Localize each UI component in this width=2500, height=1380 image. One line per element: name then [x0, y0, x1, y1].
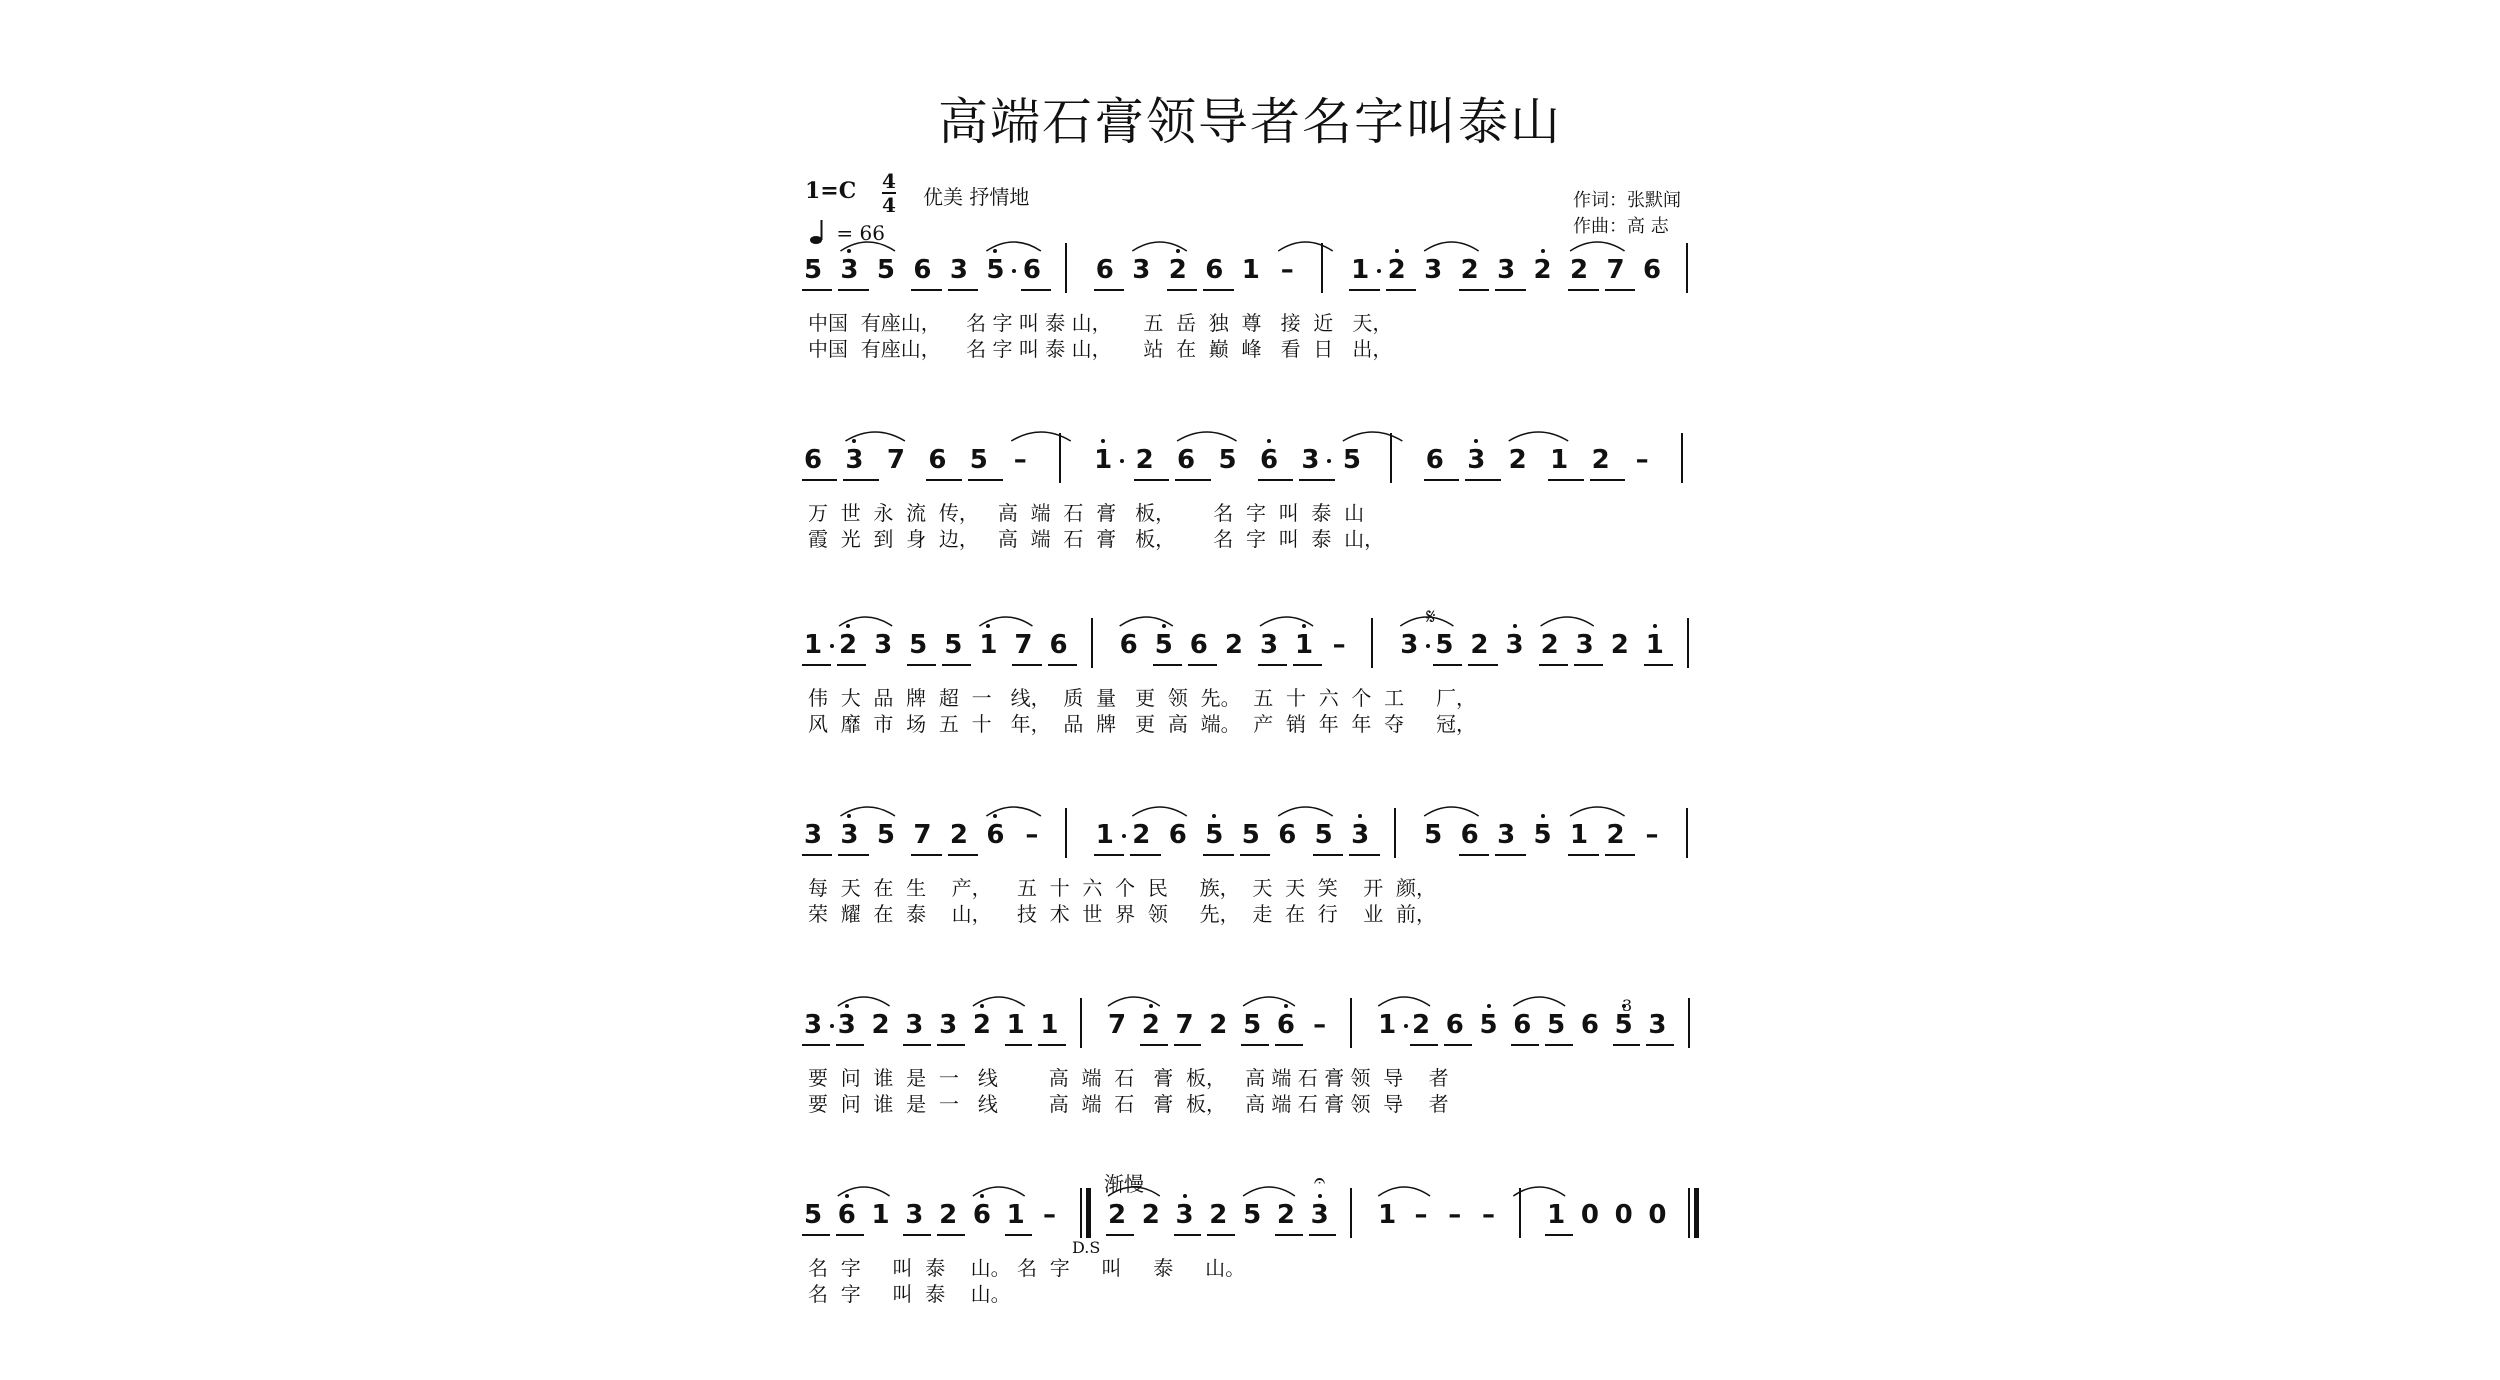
- slur: [1513, 997, 1565, 1006]
- segno-marking: 𝄋: [1426, 605, 1436, 630]
- note: 3: [1175, 1200, 1194, 1230]
- octave-dot: [1318, 1194, 1322, 1198]
- octave-dot: [845, 1194, 849, 1198]
- note: 3: [837, 1010, 856, 1040]
- note: 0: [1648, 1200, 1667, 1230]
- slur: [1509, 432, 1568, 441]
- note: 3: [803, 1010, 823, 1040]
- tie-dash: –: [1635, 445, 1649, 475]
- note: 3: [840, 255, 859, 285]
- note: 6: [1177, 445, 1196, 475]
- score-line: [800, 1010, 2500, 1175]
- note: 1: [1006, 1010, 1025, 1040]
- tie-dash: –: [1482, 1200, 1496, 1230]
- note: 5: [1435, 630, 1454, 660]
- fermata-marking: 𝄐: [1314, 1168, 1326, 1192]
- slur-layer: [800, 820, 1800, 860]
- octave-dot: [1149, 1004, 1153, 1008]
- note: 5: [1342, 445, 1361, 475]
- note: 1: [1094, 445, 1113, 475]
- slur: [1132, 807, 1186, 816]
- note: 6: [1189, 630, 1208, 660]
- composer: 作曲：高 志: [1573, 216, 1669, 237]
- slur: [1541, 617, 1594, 626]
- octave-dot: [1162, 624, 1166, 628]
- slur: [1424, 807, 1478, 816]
- time-signature-top: 4: [882, 169, 896, 193]
- note: 5: [909, 630, 928, 660]
- score-line: [800, 255, 2500, 420]
- slur: [1570, 807, 1624, 816]
- note: 3: [1497, 820, 1516, 850]
- note: 5: [876, 255, 895, 285]
- note: 5: [1614, 1010, 1633, 1040]
- slur: [1378, 1187, 1430, 1196]
- slur: [1278, 242, 1332, 251]
- lyric-verse-1: 要 问 谁 是 一 线 高 端 石 膏 板， 高 端 石 膏 领 导 者: [808, 1066, 1449, 1090]
- note: 5: [1547, 1010, 1566, 1040]
- note: 6: [972, 1200, 991, 1230]
- slur: [1378, 997, 1430, 1006]
- note: 6: [1642, 255, 1662, 285]
- note: 3: [1648, 1010, 1667, 1040]
- octave-dot: [980, 1194, 984, 1198]
- slur: [1177, 432, 1236, 441]
- tie-dash: –: [1448, 1200, 1462, 1230]
- note: 7: [1107, 1010, 1127, 1040]
- note: 6: [803, 445, 823, 475]
- lyric-verse-2: 风 靡 市 场 五 十 年， 品 牌 更 高 端。 产 销 年 年 夺 冠，: [808, 712, 1476, 736]
- note: 1: [1547, 1200, 1566, 1230]
- note: 2: [1168, 255, 1187, 285]
- note: 3: [1310, 1200, 1329, 1230]
- note: 3: [845, 445, 864, 475]
- note: 0: [1580, 1200, 1599, 1230]
- note: 2: [839, 630, 858, 660]
- note: 0: [1614, 1200, 1633, 1230]
- score-line: [800, 820, 2500, 985]
- note: 3: [1400, 630, 1419, 660]
- note: 3: [1467, 445, 1486, 475]
- note: 1: [803, 630, 823, 660]
- note: 2: [871, 1010, 890, 1040]
- note: 6: [1278, 820, 1297, 850]
- note: 3: [1575, 630, 1594, 660]
- note: 5: [803, 255, 823, 285]
- note: 3: [1497, 255, 1516, 285]
- note: 2: [1141, 1010, 1160, 1040]
- slur-layer: [800, 630, 1800, 670]
- note: 1: [1550, 445, 1569, 475]
- note: 2: [1411, 1010, 1431, 1040]
- note: 5: [1424, 820, 1443, 850]
- note: 6: [913, 255, 932, 285]
- key-signature: 1=C: [805, 178, 857, 204]
- note: 2: [1470, 630, 1489, 660]
- note: 3: [803, 820, 823, 850]
- note: 6: [928, 445, 947, 475]
- octave-dot: [847, 249, 851, 253]
- tie-dash: –: [1645, 820, 1659, 850]
- note: 1: [1645, 630, 1664, 660]
- tie-dash: –: [1414, 1200, 1428, 1230]
- lyric-verse-1: 伟 大 品 牌 超 一 线， 质 量 更 领 先。 五 十 六 个 工 厂，: [808, 686, 1476, 710]
- note: 5: [1205, 820, 1224, 850]
- ritardando-marking: 渐慢: [1104, 1172, 1144, 1196]
- note: 2: [1209, 1010, 1228, 1040]
- octave-dot: [1284, 1004, 1288, 1008]
- note: 6: [837, 1200, 856, 1230]
- note: 3: [840, 820, 859, 850]
- note: 6: [1276, 1010, 1295, 1040]
- note: 3: [939, 1010, 958, 1040]
- tempo-value: = 66: [836, 221, 885, 245]
- note: 2: [949, 820, 968, 850]
- note: 1: [1095, 820, 1114, 850]
- lyric-verse-2: 霞 光 到 身 边， 高 端 石 膏 板， 名 字 叫 泰 山，: [808, 527, 1385, 551]
- octave-dot: [1183, 1194, 1187, 1198]
- tie-dash: –: [1280, 255, 1294, 285]
- note: 6: [1022, 255, 1041, 285]
- note: 6: [1205, 255, 1224, 285]
- note: 1: [1351, 255, 1370, 285]
- note: 3: [874, 630, 893, 660]
- note: 7: [913, 820, 932, 850]
- note: 1: [1295, 630, 1314, 660]
- note: 5: [1243, 1200, 1262, 1230]
- quarter-note-icon: [808, 218, 830, 246]
- note: 1: [1040, 1010, 1059, 1040]
- note: 2: [972, 1010, 991, 1040]
- expression-marking: 优美 抒情地: [923, 185, 1030, 209]
- octave-dot: [980, 1004, 984, 1008]
- tie-dash: –: [1013, 445, 1027, 475]
- note: 3: [1351, 820, 1370, 850]
- octave-dot: [986, 624, 990, 628]
- lyric-verse-2: 名 字 叫 泰 山。: [808, 1282, 1011, 1306]
- note: 6: [1168, 820, 1187, 850]
- slur: [1243, 1187, 1295, 1196]
- note: 6: [1119, 630, 1138, 660]
- note: 3: [905, 1010, 924, 1040]
- note: 5: [944, 630, 963, 660]
- note: 2: [1276, 1200, 1295, 1230]
- octave-dot: [993, 814, 997, 818]
- note: 2: [1460, 255, 1479, 285]
- note: 7: [886, 445, 905, 475]
- score-line: [800, 1200, 2500, 1365]
- note: 1: [1006, 1200, 1025, 1230]
- dal-segno-marking: D.S: [1072, 1238, 1101, 1257]
- note: 5: [803, 1200, 823, 1230]
- octave-dot: [852, 439, 856, 443]
- note: 2: [1540, 630, 1559, 660]
- note: 5: [1533, 820, 1552, 850]
- octave-dot: [1302, 624, 1306, 628]
- octave-dot: [1267, 439, 1271, 443]
- note: 5: [1479, 1010, 1498, 1040]
- octave-dot: [993, 249, 997, 253]
- note: 2: [1141, 1200, 1160, 1230]
- octave-dot: [1513, 624, 1517, 628]
- song-title: 高端石膏领导者名字叫泰山: [938, 93, 1562, 151]
- note: 3: [1132, 255, 1151, 285]
- note: 6: [1580, 1010, 1599, 1040]
- octave-dot: [1101, 439, 1105, 443]
- lyricist: 作词：张默闻: [1573, 190, 1681, 211]
- note: 1: [1378, 1010, 1397, 1040]
- octave-dot: [1395, 249, 1399, 253]
- octave-dot: [1474, 439, 1478, 443]
- note: 2: [1209, 1200, 1228, 1230]
- note: 2: [1107, 1200, 1127, 1230]
- note: 1: [871, 1200, 890, 1230]
- note: 6: [1425, 445, 1444, 475]
- tie-dash: –: [1042, 1200, 1056, 1230]
- note: 3: [1259, 630, 1279, 660]
- lyric-verse-2: 荣 耀 在 泰 山， 技 术 世 界 领 先， 走 在 行 业 前，: [808, 902, 1436, 926]
- note: 7: [1175, 1010, 1194, 1040]
- slur: [1011, 432, 1070, 441]
- slur: [1570, 242, 1624, 251]
- octave-dot: [1358, 814, 1362, 818]
- note: 5: [1218, 445, 1237, 475]
- slur-layer: [800, 1010, 1800, 1050]
- note: 7: [1606, 255, 1625, 285]
- note: 5: [876, 820, 895, 850]
- tie-dash: –: [1025, 820, 1039, 850]
- note: 5: [1314, 820, 1333, 850]
- slur-layer: [800, 445, 1800, 485]
- note: 2: [1132, 820, 1151, 850]
- note: 2: [1135, 445, 1154, 475]
- tie-dash: –: [1313, 1010, 1327, 1040]
- slur: [1343, 432, 1402, 441]
- octave-dot: [1541, 814, 1545, 818]
- note: 1: [1570, 820, 1589, 850]
- octave-dot: [845, 1004, 849, 1008]
- note: 6: [1460, 820, 1479, 850]
- note: 2: [1533, 255, 1552, 285]
- note: 2: [939, 1200, 958, 1230]
- triplet-marking: 3: [1622, 996, 1633, 1015]
- octave-dot: [1487, 1004, 1491, 1008]
- lyric-verse-1: 中国 有座山， 名 字 叫 泰 山， 五 岳 独 尊 接 近 天，: [808, 311, 1393, 335]
- note: 6: [1445, 1010, 1464, 1040]
- score-line: [800, 445, 2500, 610]
- note: 6: [1049, 630, 1068, 660]
- note: 5: [1241, 820, 1260, 850]
- note: 2: [1610, 630, 1629, 660]
- note: 7: [1014, 630, 1033, 660]
- note: 3: [949, 255, 968, 285]
- note: 6: [1095, 255, 1114, 285]
- octave-dot: [846, 624, 850, 628]
- note: 2: [1591, 445, 1610, 475]
- lyric-verse-1: 每 天 在 生 产， 五 十 六 个 民 族， 天 天 笑 开 颜，: [808, 876, 1436, 900]
- slur: [1424, 242, 1478, 251]
- note: 2: [1224, 630, 1243, 660]
- note: 2: [1606, 820, 1625, 850]
- note: 3: [905, 1200, 924, 1230]
- note: 3: [1505, 630, 1524, 660]
- note: 1: [1378, 1200, 1397, 1230]
- note: 1: [1241, 255, 1260, 285]
- note: 5: [1154, 630, 1173, 660]
- lyric-verse-1: 名 字 叫 泰 山。 名 字 叫 泰 山。: [808, 1256, 1246, 1280]
- octave-dot: [1653, 624, 1657, 628]
- slur: [1278, 807, 1332, 816]
- time-signature-bottom: 4: [882, 193, 896, 217]
- note: 6: [1259, 445, 1279, 475]
- note: 6: [1513, 1010, 1532, 1040]
- lyric-verse-2: 要 问 谁 是 一 线 高 端 石 膏 板， 高 端 石 膏 领 导 者: [808, 1092, 1449, 1116]
- octave-dot: [1176, 249, 1180, 253]
- octave-dot: [1541, 249, 1545, 253]
- note: 3: [1301, 445, 1320, 475]
- note: 2: [1570, 255, 1589, 285]
- octave-dot: [847, 814, 851, 818]
- note: 3: [1424, 255, 1443, 285]
- lyric-verse-1: 万 世 永 流 传， 高 端 石 膏 板， 名 字 叫 泰 山: [808, 501, 1365, 525]
- time-signature: [882, 170, 896, 216]
- slur-layer: [800, 1200, 1800, 1240]
- note: 5: [969, 445, 988, 475]
- note: 5: [1243, 1010, 1262, 1040]
- note: 6: [986, 820, 1005, 850]
- note: 1: [979, 630, 998, 660]
- octave-dot: [1212, 814, 1216, 818]
- score-line: [800, 630, 2500, 795]
- note: 2: [1387, 255, 1406, 285]
- tie-dash: –: [1332, 630, 1346, 660]
- lyric-verse-2: 中国 有座山， 名 字 叫 泰 山， 站 在 巅 峰 看 日 出，: [808, 337, 1393, 361]
- note: 2: [1508, 445, 1527, 475]
- note: 5: [986, 255, 1005, 285]
- slur-layer: [800, 255, 1800, 295]
